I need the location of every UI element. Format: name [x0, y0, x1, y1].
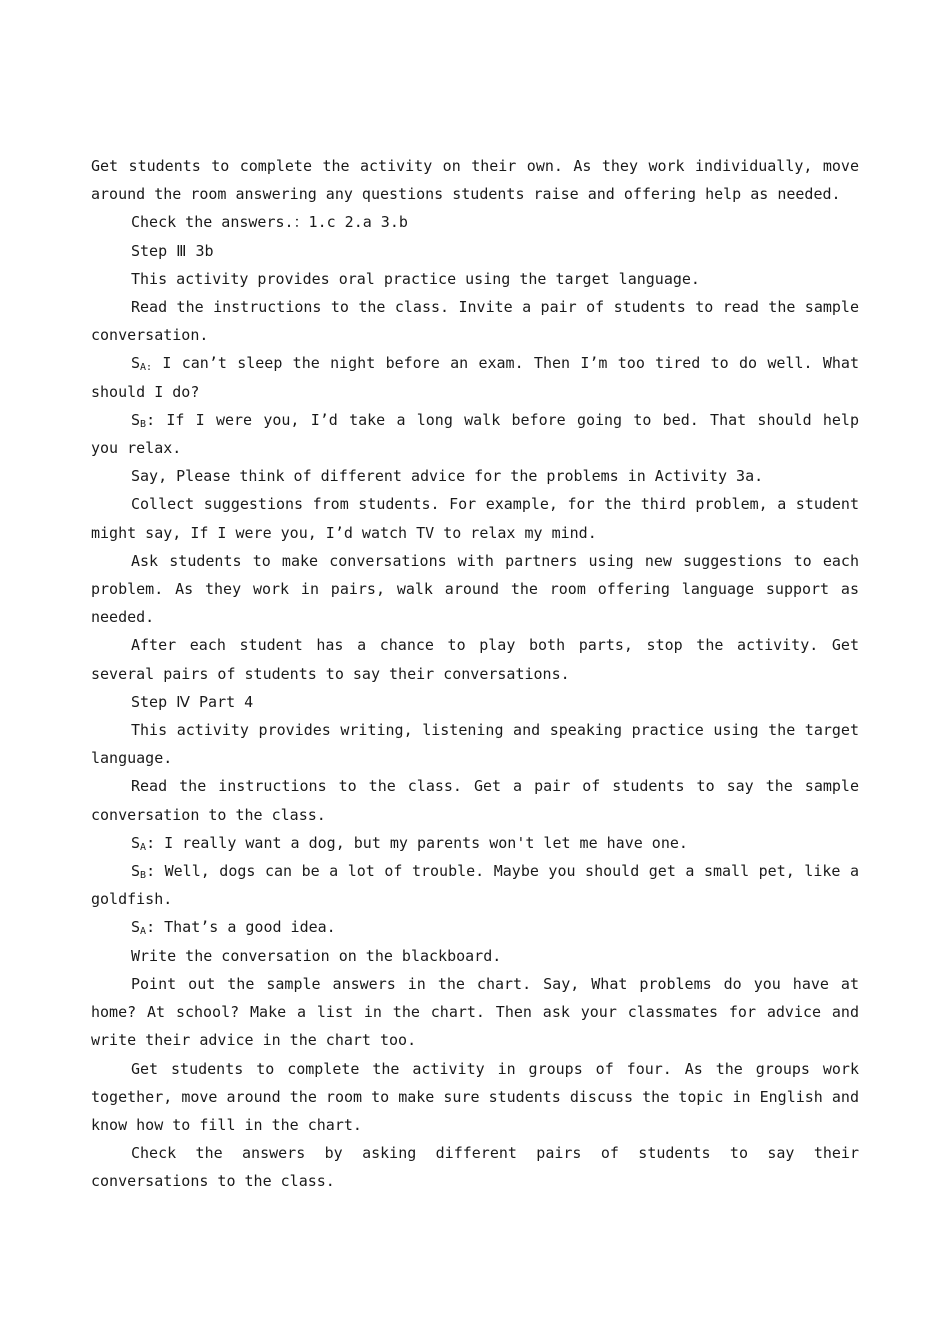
paragraph-text: : That’s a good idea.	[146, 918, 336, 937]
paragraph-text: Get students to complete the activity in groups of four. As the groups work together, move around the room to make sure students discuss the topic in English and know how to fill in the chart.	[91, 1059, 859, 1134]
paragraph	[91, 265, 859, 293]
speaker-subscript: A:	[140, 362, 153, 374]
paragraph	[91, 631, 859, 687]
paragraph	[91, 942, 859, 970]
paragraph	[91, 716, 859, 772]
dialogue-line	[91, 913, 859, 941]
dialogue-line	[91, 406, 859, 462]
speaker-label: S	[131, 918, 141, 937]
paragraph-text: : I really want a dog, but my parents won't let me have one.	[146, 833, 688, 852]
paragraph	[91, 772, 859, 828]
paragraph-text: : Well, dogs can be a lot of trouble. Maybe you should get a small pet, like a goldfish.	[91, 862, 859, 909]
paragraph	[91, 1055, 859, 1140]
document-body	[91, 152, 859, 1196]
speaker-subscript: A	[140, 926, 147, 938]
paragraph	[91, 547, 859, 632]
paragraph-text: Write the conversation on the blackboard.	[131, 946, 502, 965]
paragraph	[91, 208, 859, 236]
speaker-subscript: B	[140, 418, 147, 430]
paragraph	[91, 462, 859, 490]
paragraph-text: Read the instructions to the class. Invite a pair of students to read the sample conversation.	[91, 298, 859, 345]
paragraph	[91, 237, 859, 265]
speaker-subscript: B	[140, 870, 147, 882]
dialogue-line	[91, 857, 859, 913]
paragraph-text: I can’t sleep the night before an exam. Then I’m too tired to do well. What should I do?	[91, 354, 859, 401]
paragraph	[91, 688, 859, 716]
paragraph-text: This activity provides writing, listening and speaking practice using the target language.	[91, 721, 859, 768]
speaker-label: S	[131, 862, 141, 881]
paragraph-text: : If I were you, I’d take a long walk before going to bed. That should help you relax.	[91, 410, 859, 458]
paragraph-text: Step Ⅲ 3b	[131, 241, 214, 260]
paragraph-text: Check the answers.：1.c 2.a 3.b	[131, 213, 408, 232]
speaker-label: S	[131, 410, 141, 429]
paragraph	[91, 152, 859, 208]
paragraph	[91, 490, 859, 546]
paragraph-text: Say, Please think of different advice for the problems in Activity 3a.	[131, 467, 764, 486]
paragraph-text: Step Ⅳ Part 4	[131, 692, 254, 711]
paragraph-text: Read the instructions to the class. Get a pair of students to say the sample conversation to the class.	[91, 777, 859, 824]
paragraph-text: Get students to complete the activity on their own. As they work individually, move around the room answering any questions students raise and offering help as needed.	[91, 157, 859, 204]
paragraph-text: Check the answers by asking different pairs of students to say their conversations to the class.	[91, 1144, 859, 1191]
speaker-label: S	[131, 354, 141, 373]
paragraph-text: This activity provides oral practice using the target language.	[131, 269, 700, 288]
speaker-subscript: A	[140, 841, 147, 853]
dialogue-line	[91, 349, 859, 405]
paragraph	[91, 293, 859, 349]
paragraph	[91, 970, 859, 1055]
paragraph	[91, 1139, 859, 1195]
paragraph-text: Ask students to make conversations with partners using new suggestions to each problem. As they work in pairs, walk around the room offering language support as needed.	[91, 551, 859, 627]
dialogue-line	[91, 829, 859, 857]
paragraph-text: Collect suggestions from students. For example, for the third problem, a student might say, If I were you, I’d watch TV to relax my mind.	[91, 495, 859, 542]
paragraph-text: After each student has a chance to play both parts, stop the activity. Get several pairs of students to say their conversations.	[91, 636, 859, 683]
speaker-label: S	[131, 833, 141, 852]
paragraph-text: Point out the sample answers in the chart. Say, What problems do you have at home? At school? Make a list in the chart. Then ask your classmates for advice and write their advice in the chart too.	[91, 974, 859, 1050]
